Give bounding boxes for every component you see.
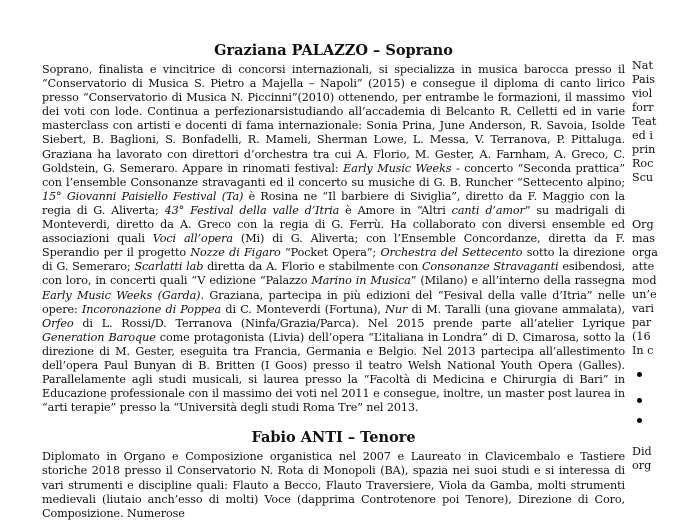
italic-text-run: Scarlatti lab xyxy=(134,260,204,274)
right-column-line: un’e xyxy=(632,288,657,301)
right-column-line: viol xyxy=(632,87,653,100)
italic-text-run: 43° Festival della valle d’Itria xyxy=(164,203,340,217)
bio-text-anti xyxy=(42,450,625,520)
text-run: di L. Rossi/D. Terranova (Ninfa/Grazia/Parca). Nel 2015 prende parte all’atelier Lyrique xyxy=(73,316,625,330)
text-run: ” (Milano) e all’interno della rassegna xyxy=(410,274,626,288)
right-column-line: orga xyxy=(632,246,658,259)
text-run: ” su madrigali di Monteverdi, diretto da A. Greco con la regia di G. Ferrù. Ha collaborato con diversi ensemble ed associazioni quali xyxy=(42,203,625,246)
right-column-line: Pais xyxy=(632,73,656,86)
right-column-line: vari xyxy=(632,302,654,315)
italic-text-run: Early Music Weeks xyxy=(343,161,452,175)
text-run: come protagonista (Livia) dell’opera “L’italiana in Londra” di D. Cimarosa, sotto la direzione di M. Gester, eseguita tra Francia, Germania e Belgio. Nel 2013 partecipa all’allestimento dell’opera Paul Bunyan di B. Britten (I Goos) presso il teatro Welsh National Youth Opera (Galles). Parallelamente agli studi musicali, si laurea presso la “Facoltà di Medicina e Chirurgia di Bari” in Educazione professionale con il massimo dei voti nel 2011 e consegue, inoltre, un master post laurea in “arti terapie” presso la “Università degli studi Roma Tre” nel 2013. xyxy=(42,330,626,415)
bio-title-anti: Fabio ANTI – Tenore xyxy=(251,429,416,447)
text-run: Soprano, finalista e vincitrice di concorsi internazionali, si specializza in musica barocca presso il “Conservatorio di Musica S. Pietro a Majella – Napoli” (2015) e consegue il diploma di canto lirico presso “Conservatorio di Musica N. Piccinni”(2010) ottenendo, per entrambe le formazioni, il massimo dei voti con lode. Continua a perfezionarsistudiando all’accademia di Belcanto R. Celletti ed in varie masterclass con artisti e docenti di fama internazionale: Sonia Prina, June Anderson, R. Savoia, Isolde Siebert, B. Baglioni, S. Bonfadelli, R. Mameli, Sherman Lowe, L. Messa, V. Terranova, P. Pittaluga. Graziana ha lavorato con direttori d’orchestra tra cui A. Florio, M. Gester, A. Farnham, A. Greco, C. Goldstein, G. Semeraro. Appare in rinomati festival: xyxy=(42,63,625,175)
text-run: “Pocket Opera”; xyxy=(280,246,381,260)
italic-text-run: 15° Giovanni Paisiello Festival (Ta) xyxy=(42,189,244,203)
text-run: Diplomato in Organo e Composizione organistica nel 2007 e Laureato in Clavicembalo e Tastiere storiche 2018 presso il Conservatorio N. Rota di Monopoli (BA), spazia nei suoi studi e si interessa di vari strumenti e discipline quali: Flauto a Becco, Flauto Traversiere, Viola da Gamba, molti strumenti medievali (liutaio anch’esso di molti) Voce (dapprima Controtenore poi Tenore), Direzione di Coro, Composizione. Numerose xyxy=(42,450,625,520)
main-text-column xyxy=(42,42,625,521)
right-column-line: Teat xyxy=(632,115,657,128)
italic-text-run: Orfeo xyxy=(42,316,74,330)
italic-text-run: Nozze di Figaro xyxy=(190,246,281,260)
text-run: sotto la direzione di G. Semeraro; xyxy=(42,246,626,274)
italic-text-run: Voci all’opera xyxy=(152,232,233,246)
text-run: (Mi) di G. Aliverta; con l’Ensemble Concordanze, diretta da F. Sperandio per il progetto xyxy=(42,232,625,260)
text-run: di C. Monteverdi (Fortuna), xyxy=(221,302,386,316)
text-run: di M. Taralli (una giovane ammalata), xyxy=(407,302,625,316)
right-column-line: par xyxy=(632,316,652,329)
right-column-line: In c xyxy=(632,344,654,357)
italic-text-run: Consonanze Stravaganti xyxy=(421,260,559,274)
right-column-line: org xyxy=(632,459,652,472)
bullet-icon xyxy=(637,398,642,403)
right-column-cutoff xyxy=(632,0,680,480)
italic-text-run: Nur xyxy=(385,302,408,316)
right-column-line: Nat xyxy=(632,59,653,72)
text-run: - concerto “Seconda prattica” con l’ensemble Consonanze stravaganti ed il concerto su musiche di G. B. Runcher “Settecento alpino; xyxy=(42,161,625,189)
italic-text-run: Incoronazione di Poppea xyxy=(81,302,222,316)
right-column-line: Scu xyxy=(632,171,654,184)
right-column-line: forr xyxy=(632,101,654,114)
text-run: Graziana, partecipa in più edizioni del “Fesival della valle d’Itria” nelle opere: xyxy=(42,288,625,316)
right-column-line: Roc xyxy=(632,157,654,170)
italic-text-run: Marino in Musica xyxy=(311,274,411,288)
bullet-icon xyxy=(637,372,642,377)
bio-title-palazzo: Graziana PALAZZO – Soprano xyxy=(214,42,453,59)
right-column-line: mod xyxy=(632,274,657,287)
italic-text-run: Generation Baroque xyxy=(42,330,156,344)
right-column-line: prin xyxy=(632,143,656,156)
italic-text-run: canti d’amor xyxy=(451,203,525,217)
right-column-line: ed i xyxy=(632,129,653,142)
right-column-line: Did xyxy=(632,445,652,458)
text-run: diretta da A. Florio e stabilmente con xyxy=(203,260,422,274)
bio-text-palazzo xyxy=(42,63,625,415)
text-run: è Amore in “Altri xyxy=(339,203,452,217)
right-column-line: (16 xyxy=(632,330,651,343)
italic-text-run: Early Music Weeks (Garda). xyxy=(42,288,204,302)
italic-text-run: Orchestra del Settecento xyxy=(380,246,523,260)
right-column-line: atte xyxy=(632,260,655,273)
text-run: è Rosina ne “Il barbiere di Siviglia”, diretto da F. Maggio con la regia di G. Aliverta; xyxy=(42,189,625,217)
text-run: esibendosi, con loro, in concerti quali “V edizione “Palazzo xyxy=(42,260,625,288)
bullet-icon xyxy=(637,418,642,423)
right-column-line: Org xyxy=(632,218,654,231)
right-column-line: mas xyxy=(632,232,656,245)
